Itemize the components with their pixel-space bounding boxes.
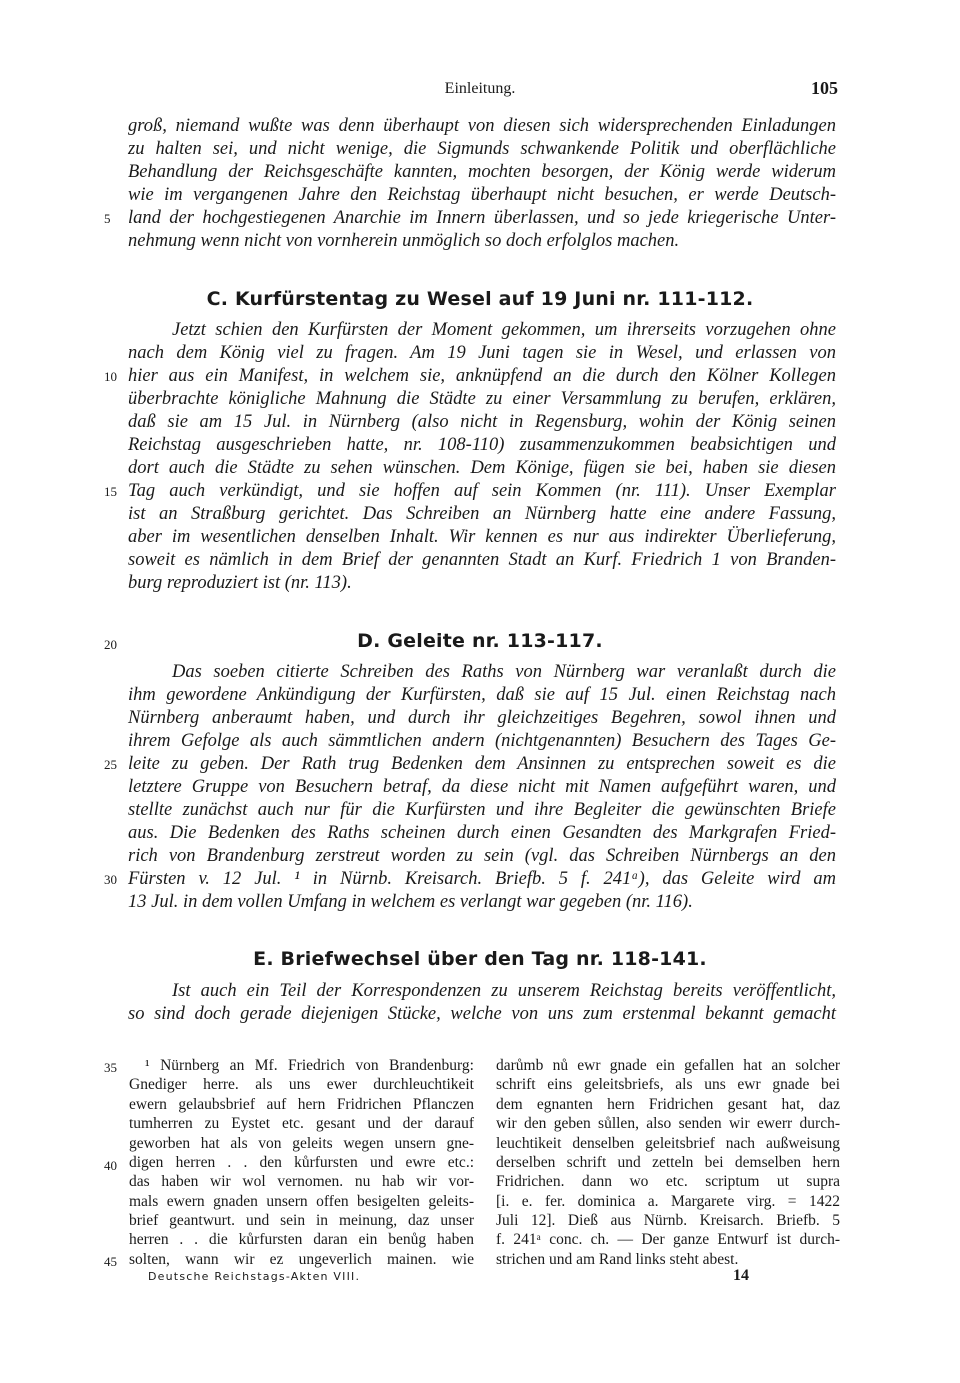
line-number: 35 [104,1060,117,1075]
text-line: stellte zunächst auch nur für die Kurfürsten und ihre Begleiter die gewünschten Briefe [128,800,836,820]
footnote-line: geworben hat als von geleits wegen unsern gne- [129,1135,474,1152]
footnote-line: brief geantwurt. und sein in meinung, daz unser [129,1212,474,1229]
footnote-line: mals ewern gnaden unsern offen besigelten geleits- [129,1193,474,1210]
footnote-line: Gnediger herre. als uns ewer durchleuchtikeit [129,1076,474,1093]
line-number: 40 [104,1158,117,1173]
footnote-line: [i. e. fer. dominica a. Margarete virg. = 1422 [496,1193,840,1210]
text-line: ist an Straßburg gerichtet. Das Schreiben an Nürnberg hatte eine andere Fassung, [128,504,836,524]
text-line: zu halten sei, und nicht wenige, die Sigmunds schwankende Politik und oberflächliche [128,139,836,159]
text-line: leite zu geben. Der Rath trug Bedenken dem Ansinnen zu entsprechen soweit es die [128,754,836,774]
series-title: Deutsche Reichstags-Akten VIII. [148,1270,361,1283]
text-line: groß, niemand wußte was denn überhaupt von diesen sich widersprechenden Einladungen [128,116,836,136]
line-number: 20 [104,637,117,652]
footnote-line: Juli 12]. Dieß aus Nürnb. Kreisarch. Briefb. 5 [496,1212,840,1229]
section-heading-e: E. Briefwechsel über den Tag nr. 118-141. [253,948,707,970]
text-line: aus. Die Bedenken des Raths scheinen durch einen Gesandten des Markgrafen Fried- [128,823,836,843]
footnote-line: derselben schrift und zetteln bei demselben hern [496,1154,840,1171]
text-line: rich von Brandenburg zerstreut worden zu sein (vgl. das Schreiben Nürnbergs an den [128,846,836,866]
footnote-line: digen herren . . den kůrfursten und ewre etc.: [129,1154,474,1171]
text-line: Das soeben citierte Schreiben des Raths von Nürnberg war veranlaßt durch die [172,662,836,682]
footnote-line: dem egnanten hern Fridrichen gesant hat, daz [496,1096,840,1113]
text-line: Behandlung der Reichsgeschäfte kannten, mochten besorgen, der König werde widerum [128,162,836,182]
footnote-line: wir den geben sůllen, also senden wir ewerr durch- [496,1115,840,1132]
footnote-line: Fridrichen. dann wo etc. scriptum ut supra [496,1173,840,1190]
text-line: Nürnberg anberaumt haben, und durch ihr gleichzeitiges Begehren, sowol ihnen und [128,708,836,728]
text-line: soweit es nämlich in dem Brief der genannten Stadt an Kurf. Friedrich 1 von Branden- [128,550,836,570]
line-number: 15 [104,484,117,499]
text-line: Ist auch ein Teil der Korrespondenzen zu unserem Reichstag bereits veröffentlicht, [172,981,836,1001]
running-header-title: Einleitung. [444,80,516,97]
line-number: 5 [104,211,111,226]
footnote-line: das haben wir wol vernomen. nu hab wir vor- [129,1173,474,1190]
footnote-line: strichen und am Rand links steht abest. [496,1251,739,1268]
text-line: nehmung wenn nicht von vornherein unmöglich so doch erfolglos machen. [128,231,680,251]
text-line: Reichstag ausgeschrieben hatte, nr. 108-110) zusammenzukommen beabsichtigen und [128,435,836,455]
text-line: so sind doch gerade diejenigen Stücke, welche von uns zum erstenmal bekannt gemacht [128,1004,836,1024]
text-line: wie im vergangenen Jahre den Reichstag überhaupt nicht besuchen, er werde Deutsch- [128,185,836,205]
section-heading-c: C. Kurfürstentag zu Wesel auf 19 Juni nr. 111-112. [206,288,754,310]
text-line: land der hochgestiegenen Anarchie im Innern überlassen, und so jede kriegerische Unter- [128,208,836,228]
text-line: aber im wesentlichen denselben Inhalt. Wir kennen es nur aus indirekter Überlieferung, [128,527,836,547]
text-line: daß sie am 15 Jul. in Nürnberg (also nicht in Regensburg, wohin der König seinen [128,412,836,432]
text-line: Jetzt schien den Kurfürsten der Moment gekommen, um ihrerseits vorzugehen ohne [172,320,836,340]
page-number: 105 [811,78,838,98]
line-number: 45 [104,1254,117,1269]
footnote-line: tumherren zu Eystet etc. gesant und der darauf [129,1115,474,1132]
text-line: hier aus ein Manifest, in welchem sie, anknüpfend an die durch den Kölner Kollegen [128,366,836,386]
text-line: letztere Gruppe von Besuchern betraf, da diese nicht mit Namen aufgeführt waren, und [128,777,836,797]
line-number: 25 [104,757,117,772]
footnote-line: ewern gelaubsbrief auf hern Fridrichen Pflanczen [129,1096,474,1113]
text-line: 13 Jul. in dem vollen Umfang in welchem es verlangt war gegeben (nr. 116). [128,892,693,912]
text-line: dort auch die Städte zu sehen wünschen. Dem Könige, fügen sie bei, haben sie diesen [128,458,836,478]
text-line: burg reproduziert ist (nr. 113). [128,573,352,593]
footnote-line: herren . . die kůrfursten daran ein benůg haben [129,1231,474,1248]
footnote-line: solten, wann wir ez ungeverlich mainen. wie [129,1251,474,1268]
footnote-line: f. 241ᵃ conc. ch. — Der ganze Entwurf ist durch- [496,1231,840,1248]
footnote-line: schrift eins geleitsbriefs, als uns ewr gnade bei [496,1076,840,1093]
signature-mark: 14 [733,1267,749,1284]
text-line: ihm gewordene Ankündigung der Kurfürsten, daß sie auf 15 Jul. einen Reichstag nach [128,685,836,705]
footnote-line: leuchtikeit denselben geleitsbrief nach außweisung [496,1135,840,1152]
text-line: ihrem Gefolge als auch sämmtlichen andern (nichtgenannten) Besuchern des Tages Ge- [128,731,836,751]
text-line: Tag auch verkündigt, und sie hoffen auf sein Kommen (nr. 111). Unser Exemplar [128,481,836,501]
footnote-line: darůmb nů ewr gnade ein gefallen hat an solcher [496,1057,840,1074]
line-number: 10 [104,369,117,384]
section-heading-d: D. Geleite nr. 113-117. [357,630,603,652]
text-line: überbrachte königliche Mahnung die Städte zu einer Versammlung zu berufen, erklären, [128,389,836,409]
text-line: Fürsten v. 12 Jul. ¹ in Nürnb. Kreisarch. Briefb. 5 f. 241ᵃ), das Geleite wird am [128,869,836,889]
text-line: nach dem König viel zu fragen. Am 19 Juni tagen sie in Wesel, und erlassen von [128,343,836,363]
line-number: 30 [104,872,117,887]
footnote-line: ¹ Nürnberg an Mf. Friedrich von Brandenburg: [145,1057,474,1074]
